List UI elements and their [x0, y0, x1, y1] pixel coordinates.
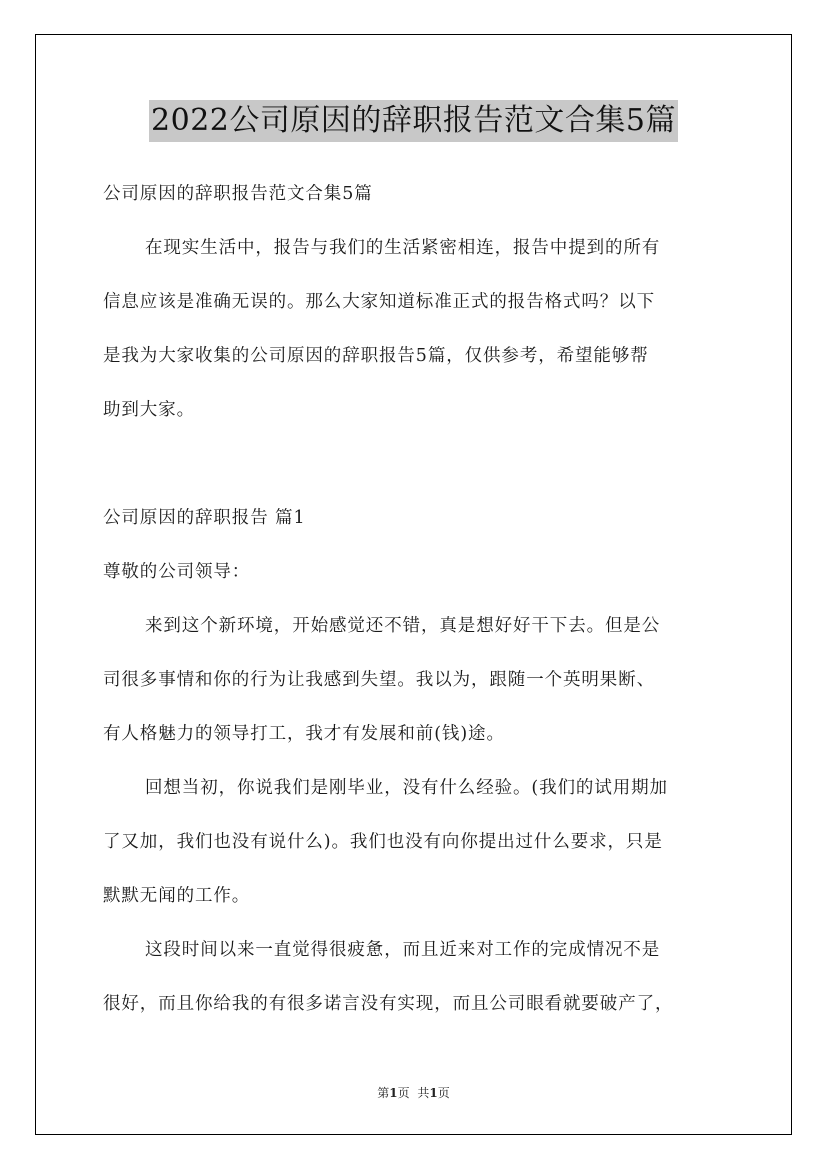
footer-page-prefix: 第 [377, 1086, 390, 1100]
footer-total-suffix: 页 [437, 1086, 450, 1100]
document-title: 2022公司原因的辞职报告范文合集5篇 [149, 100, 678, 142]
page-footer [0, 1085, 827, 1101]
footer-page-number: 1 [389, 1086, 398, 1100]
section-heading: 公司原因的辞职报告 篇1 [103, 508, 306, 528]
footer-total-number: 1 [429, 1086, 438, 1100]
intro-line-2: 信息应该是准确无误的。那么大家知道标准正式的报告格式吗？以下 [103, 292, 655, 312]
paragraph2-line-2: 了又加，我们也没有说什么)。我们也没有向你提出过什么要求，只是 [103, 832, 663, 852]
paragraph3-line-2: 很好，而且你给我的有很多诺言没有实现，而且公司眼看就要破产了， [103, 994, 674, 1014]
paragraph3-line-1: 这段时间以来一直觉得很疲惫，而且近来对工作的完成情况不是 [145, 940, 661, 960]
paragraph2-line-1: 回想当初，你说我们是刚毕业，没有什么经验。(我们的试用期加 [145, 778, 668, 798]
intro-line-3: 是我为大家收集的公司原因的辞职报告5篇，仅供参考，希望能够帮 [103, 346, 649, 366]
subtitle: 公司原因的辞职报告范文合集5篇 [103, 184, 373, 204]
paragraph2-line-3: 默默无闻的工作。 [103, 886, 251, 906]
footer-page-suffix: 页 [397, 1086, 410, 1100]
paragraph1-line-2: 司很多事情和你的行为让我感到失望。我以为，跟随一个英明果断、 [103, 670, 655, 690]
paragraph1-line-1: 来到这个新环境，开始感觉还不错，真是想好好干下去。但是公 [145, 616, 661, 636]
footer-total-prefix: 共 [417, 1086, 430, 1100]
salutation: 尊敬的公司领导： [103, 562, 251, 582]
title-wrap [0, 100, 827, 142]
intro-line-4: 助到大家。 [103, 400, 195, 420]
intro-line-1: 在现实生活中，报告与我们的生活紧密相连，报告中提到的所有 [145, 238, 661, 258]
paragraph1-line-3: 有人格魅力的领导打工，我才有发展和前(钱)途。 [103, 724, 505, 744]
